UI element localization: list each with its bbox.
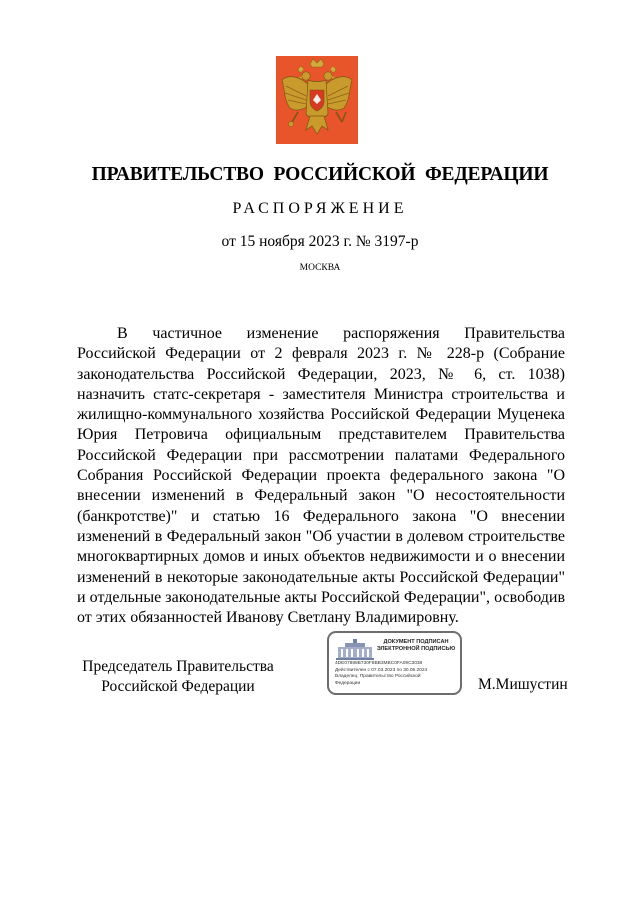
stamp-owner-line2: Федерации bbox=[335, 680, 361, 686]
stamp-owner-line1: Владелец: Правительство Российской bbox=[335, 674, 421, 679]
document-type: РАСПОРЯЖЕНИЕ bbox=[232, 200, 408, 217]
stamp-header-line2: ЭЛЕКТРОННОЙ ПОДПИСЬЮ bbox=[376, 646, 456, 653]
government-title: ПРАВИТЕЛЬСТВО РОССИЙСКОЙ ФЕДЕРАЦИИ bbox=[91, 164, 549, 185]
document-city: МОСКВА bbox=[299, 263, 341, 273]
stamp-validity: Действителен с 07.03.2023 по 30.05.2024 bbox=[335, 667, 428, 673]
stamp-certificate: 4DE07888B730F8BB3MBC0FA09C3038 bbox=[335, 661, 423, 666]
document-date-number: от 15 ноября 2023 г. № 3197-р bbox=[221, 233, 419, 250]
state-emblem bbox=[276, 56, 358, 144]
signer-name: М.Мишустин bbox=[478, 676, 568, 693]
government-building-icon bbox=[335, 638, 375, 660]
signer-position bbox=[78, 657, 278, 697]
electronic-signature-stamp bbox=[327, 631, 462, 695]
signer-position-line2: Российской Федерации bbox=[101, 678, 255, 695]
order-body-text: В частичное изменение распоряжения Правительства Российской Федерации от 2 февраля 2023 г. № 228-р (Собрание законодательства Российской Федерации, 2023, № 6, ст. 1038) назначить статс-секретаря - заместителя Министра строительства и жилищно-коммунального хозяйства Российской Федерации Муценека Юрия Петровича официальным представителем Правительства Российской Федерации при рассмотрении палатами Федерального Собрания Российской Федерации проекта федерального закона "О внесении изменений в Федеральный закон "О несостоятельности (банкротстве)" и статью 16 Федерального закона "О внесении изменений в Федеральный закон "Об участии в долевом строительстве многоквартирных домов и иных объектов недвижимости и о внесении изменений в некоторые законодательные акты Российской Федерации" и отдельные законодательные акты Российской Федерации", освободив от этих обязанностей Иванову Светлану Владимировну. bbox=[77, 325, 565, 627]
stamp-header-line1: ДОКУМЕНТ ПОДПИСАН bbox=[383, 639, 449, 645]
stamp-header bbox=[373, 639, 459, 654]
signer-position-line1: Председатель Правительства bbox=[82, 658, 274, 675]
stamp-details bbox=[335, 661, 461, 687]
